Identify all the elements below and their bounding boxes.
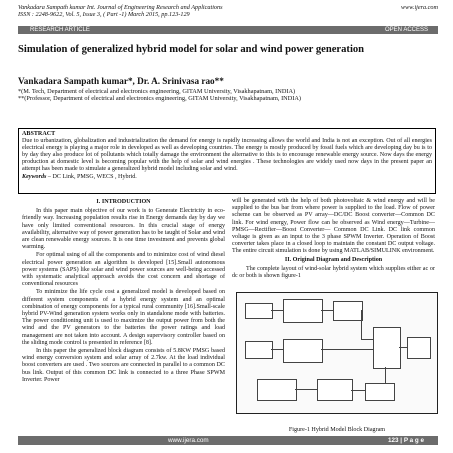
paper-authors: Vankadara Sampath kumar*, Dr. A. Srinivasa rao** [18,76,224,86]
keywords-text: – DC Link, PMSG, WECS , Hybrid. [46,173,137,180]
affiliation-2: **(Professor, Department of electrical and electronics engineering, GITAM University, Visakhapatnam, INDIA) [18,95,302,103]
article-type-bar [18,26,438,34]
keywords-label: Keywords [22,173,47,180]
diagram-block [245,303,273,319]
header-site[interactable]: www.ijera.com [400,4,438,11]
section-2-heading: II. Original Diagram and Description [284,256,383,263]
research-article-label: RESEARCH ARTICLE [30,27,90,33]
right-column [232,198,435,281]
intro-paragraph-4: In this paper the generalized block diagram consists of 5.8KW PMSG based wind energy conversion system and solar array of 2.7kw. At the load individual boost converters are used . Two sources are connected in parallel to a common DC bus link. Output of this common DC link is connected to a three Phase SPWM Inverter. Power [22,348,225,383]
diagram-wire [399,347,407,348]
abstract-body: Due to urbanization, globalization and industrialization the demand for energy is rapidly increasing allows the world and India is not an exception. Out of all energies electrical energy is playing a major role in developed as well as developing countries. The energy is mostly produced by fossil fuels which are developing day bu is to by day they also produce lot of pollutants which totally damage the environment the alternative to this is to encourage renewable energy source. Now days the energy production at domestic level is becoming popular with the help of solar and wind energies . These technologies are widely used now days in the present paper an attempt has been made to simulate a generalized hybrid model including solar and wind. [22,138,432,173]
section-2-description: The complete layout of wind-solar hybrid system which supplies either ac or dc or both is shown figure-1 [232,265,435,280]
diagram-block [283,299,323,323]
diagram-wire [271,310,283,311]
left-column [22,198,225,385]
abstract-heading: ABSTRACT [22,131,56,137]
affiliation-1: *(M. Tech, Department of electrical and electronics engineering, GITAM University, Visakhapatnam, INDIA) [18,88,296,95]
header-line-2: ISSN : 2248-9622, Vol. 5, Issue 3, ( Part -1) March 2015, pp.123-129 [18,11,190,19]
diagram-wire [385,367,386,383]
diagram-wire [295,389,317,390]
right-paragraph: will be generated with the help of both photovoltaic & wind energy and will be supplied to the bus bar from where power is supplied to the load. Flow of power scheme can be observed as PV array—DC/DC Boost converter—Common DC link. For wind energy, Power flow can be observed as Wind energy—Turbine—PMSG—Rectifier—Boost Converter— Common DC Link. DC link common voltage is given as an input to the 3 phase SPWM Inverter. Operation of Boost converter takes place in a closed loop to maintain the constant DC output voltage. The entire circuit simulation is done by using MATLAB/SIMULINK environment. [232,198,435,255]
diagram-wire [351,390,365,391]
diagram-block [245,341,273,359]
intro-heading: I. INTRODUCTION [96,199,151,205]
intro-paragraph-2: For optimal using of all the components and to minimize cost of wind diesel electrical power generation an algorithm is developed [15].Small autonomous power systems (SAPS) like solar and wind power sources are well-being accessed with systematic analytical approach avoids the cost concern and shortage of conventional resources [22,252,225,288]
diagram-block [283,339,323,363]
diagram-block [257,379,297,401]
journal-header [18,4,438,19]
intro-paragraph-3: To minimize the life cycle cost a generalized model is developed based on different system components of a hybrid energy system and an optimal combination of energy components for a typical rural community [16].Small-scale hybrid PV-Wind generation system works only in standalone mode with batteries. The power conditioning unit is used to maximize the output power from both the wind and the PV generators to the batteries the power ratings and load management are not taken into account. A design supervisory controller based on the sliding mode control is presented in reference [8]. [22,289,225,346]
header-line-1: Vankadara Sampath kumar Int. Journal of Engineering Research and Applications [18,4,223,11]
intro-paragraph-1: In this paper main objective of our work is to Generate Electricity in eco-friendly way. Increasing population results rise in Energy demands day by day we have only limited conventional resources. In this crucial stage of energy availability, alternative way of power generation has to be taught of Solar and wind are clean renewable energy sources. It is one time investment and prevents global warming. [22,208,226,251]
diagram-wire [361,310,362,340]
paper-title: Simulation of generalized hybrid model for solar and wind power generation [18,44,365,55]
diagram-wire [321,310,333,311]
page-number: 123 | P a g e [388,437,424,444]
diagram-block [365,383,395,401]
figure-caption: Figure-1 Hybrid Model Block Diagram [288,427,386,433]
affiliations [18,88,438,102]
page-footer [18,436,438,445]
diagram-wire [361,339,373,340]
diagram-block [373,327,401,369]
abstract-box [18,128,436,194]
hybrid-model-block-diagram [236,292,438,414]
diagram-block [333,301,363,321]
footer-site[interactable]: www.ijera.com [168,437,209,444]
diagram-block [407,337,431,359]
diagram-wire [271,349,283,350]
open-access-label: OPEN ACCESS [384,27,428,33]
diagram-wire [321,349,373,350]
diagram-block [317,379,353,401]
